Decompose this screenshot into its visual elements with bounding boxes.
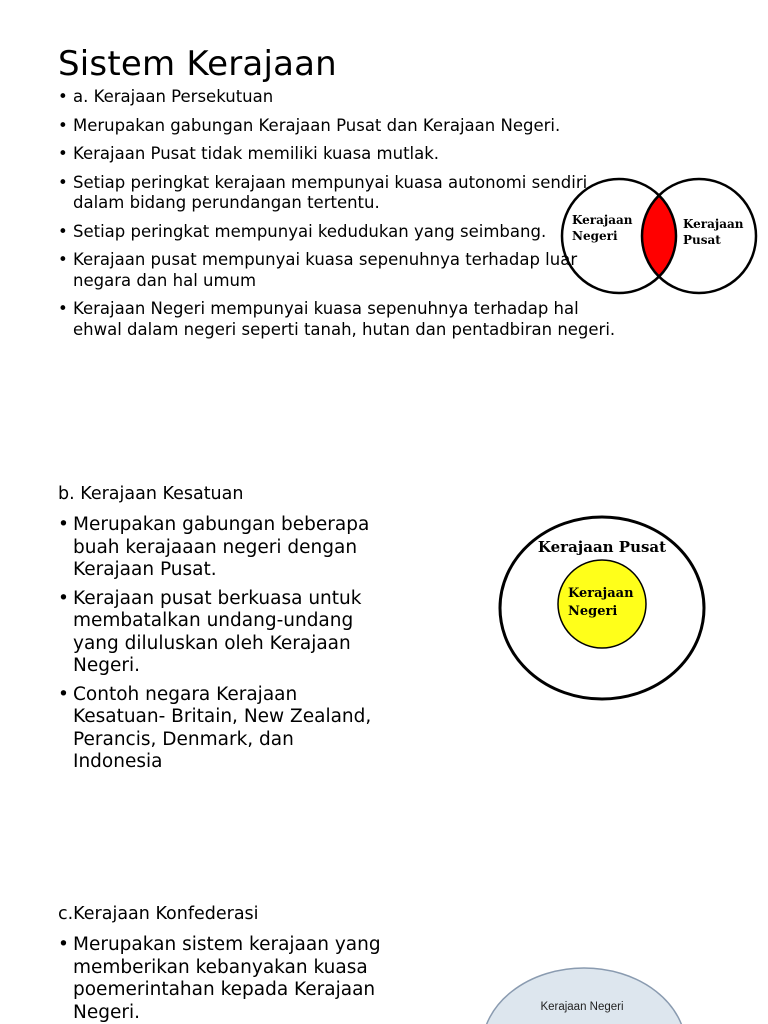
section-c-heading: c.Kerajaan Konfederasi <box>58 904 259 924</box>
list-item: • Merupakan gabungan beberapa buah kerajaaan negeri dengan Kerajaan Pusat. <box>58 514 388 582</box>
venn-label-negeri-1: Kerajaan <box>572 213 633 227</box>
inner-label-2: Negeri <box>568 604 618 619</box>
venn-label-pusat-2: Pusat <box>683 233 721 247</box>
venn-diagram <box>556 172 762 300</box>
list-item: • Kerajaan Pusat tidak memiliki kuasa mutlak. <box>58 144 618 165</box>
list-item: • Merupakan gabungan Kerajaan Pusat dan Kerajaan Negeri. <box>58 116 618 137</box>
section-a-list <box>58 87 618 348</box>
unitary-diagram <box>496 512 712 704</box>
section-b-list <box>58 514 388 780</box>
section-c-list <box>58 934 438 1024</box>
venn-label-negeri-2: Negeri <box>572 229 618 243</box>
confederation-circle <box>482 968 686 1024</box>
section-b-heading: b. Kerajaan Kesatuan <box>58 484 244 504</box>
list-item: • Setiap peringkat kerajaan mempunyai kuasa autonomi sendiri dalam bidang perundangan tertentu. <box>58 173 618 214</box>
venn-label-pusat-1: Kerajaan <box>683 217 744 231</box>
list-item: • Kerajaan pusat mempunyai kuasa sepenuhnya terhadap luar negara dan hal umum <box>58 250 618 291</box>
list-item: • Kerajaan Negeri mempunyai kuasa sepenuhnya terhadap hal ehwal dalam negeri seperti tanah, hutan dan pentadbiran negeri. <box>58 299 618 340</box>
page-title: Sistem Kerajaan <box>58 44 337 84</box>
list-item: • Contoh negara Kerajaan Kesatuan- Britain, New Zealand, Perancis, Denmark, dan Indonesia <box>58 684 388 774</box>
list-item: • Setiap peringkat mempunyai kedudukan yang seimbang. <box>58 222 618 243</box>
list-item: • Kerajaan pusat berkuasa untuk membatalkan undang-undang yang diluluskan oleh Kerajaan Negeri. <box>58 588 388 678</box>
outer-label: Kerajaan Pusat <box>537 538 667 556</box>
list-item: • a. Kerajaan Persekutuan <box>58 87 618 108</box>
confederation-label: Kerajaan Negeri <box>540 1001 624 1013</box>
list-item: • Merupakan sistem kerajaan yang memberikan kebanyakan kuasa poemerintahan kepada Kerajaan Negeri. <box>58 934 438 1024</box>
confederation-diagram <box>476 966 696 1024</box>
inner-label-1: Kerajaan <box>568 586 634 601</box>
